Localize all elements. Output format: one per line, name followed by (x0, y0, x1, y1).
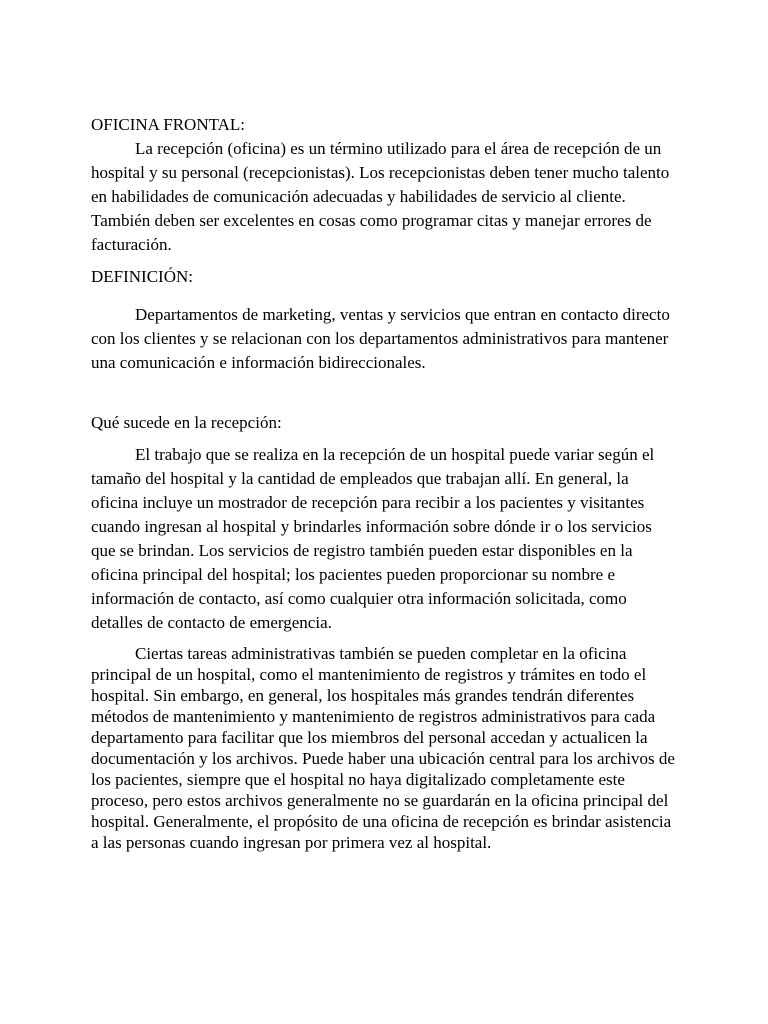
document-body (91, 113, 677, 853)
paragraph-que-sucede-1: El trabajo que se realiza en la recepción de un hospital puede variar según el tamaño del hospital y la cantidad de empleados que trabajan allí. En general, la oficina incluye un mostrador de recepción para recibir a los pacientes y visitantes cuando ingresan al hospital y brindarles información sobre dónde ir o los servicios que se brindan. Los servicios de registro también pueden estar disponibles en la oficina principal del hospital; los pacientes pueden proporcionar su nombre e información de contacto, así como cualquier otra información solicitada, como detalles de contacto de emergencia. (91, 445, 655, 632)
spacer (91, 257, 677, 265)
heading-definicion: DEFINICIÓN: (91, 267, 193, 286)
spacer (91, 435, 677, 443)
heading-que-sucede: Qué sucede en la recepción: (91, 413, 282, 432)
paragraph-oficina-frontal: La recepción (oficina) es un término utilizado para el área de recepción de un hospital y su personal (recepcionistas). Los recepcionistas deben tener mucho talento en habilidades de comunicación adecuadas y habilidades de servicio al cliente. También deben ser excelentes en cosas como programar citas y manejar errores de facturación. (91, 139, 670, 254)
spacer (91, 375, 677, 411)
spacer (91, 289, 677, 303)
paragraph-que-sucede-2: Ciertas tareas administrativas también se pueden completar en la oficina principal de un hospital, como el mantenimiento de registros y trámites en todo el hospital. Sin embargo, en general, los hospitales más grandes tendrán diferentes métodos de mantenimiento y mantenimiento de registros administrativos para cada departamento para facilitar que los miembros del personal accedan y actualicen la documentación y los archivos. Puede haber una ubicación central para los archivos de los pacientes, siempre que el hospital no haya digitalizado completamente este proceso, pero estos archivos generalmente no se guardarán en la oficina principal del hospital. Generalmente, el propósito de una oficina de recepción es brindar asistencia a las personas cuando ingresan por primera vez al hospital. (91, 644, 675, 852)
spacer (91, 635, 677, 643)
paragraph-definicion: Departamentos de marketing, ventas y servicios que entran en contacto directo con los clientes y se relacionan con los departamentos administrativos para mantener una comunicación e información bidireccionales. (91, 305, 670, 372)
heading-oficina-frontal: OFICINA FRONTAL: (91, 115, 246, 134)
